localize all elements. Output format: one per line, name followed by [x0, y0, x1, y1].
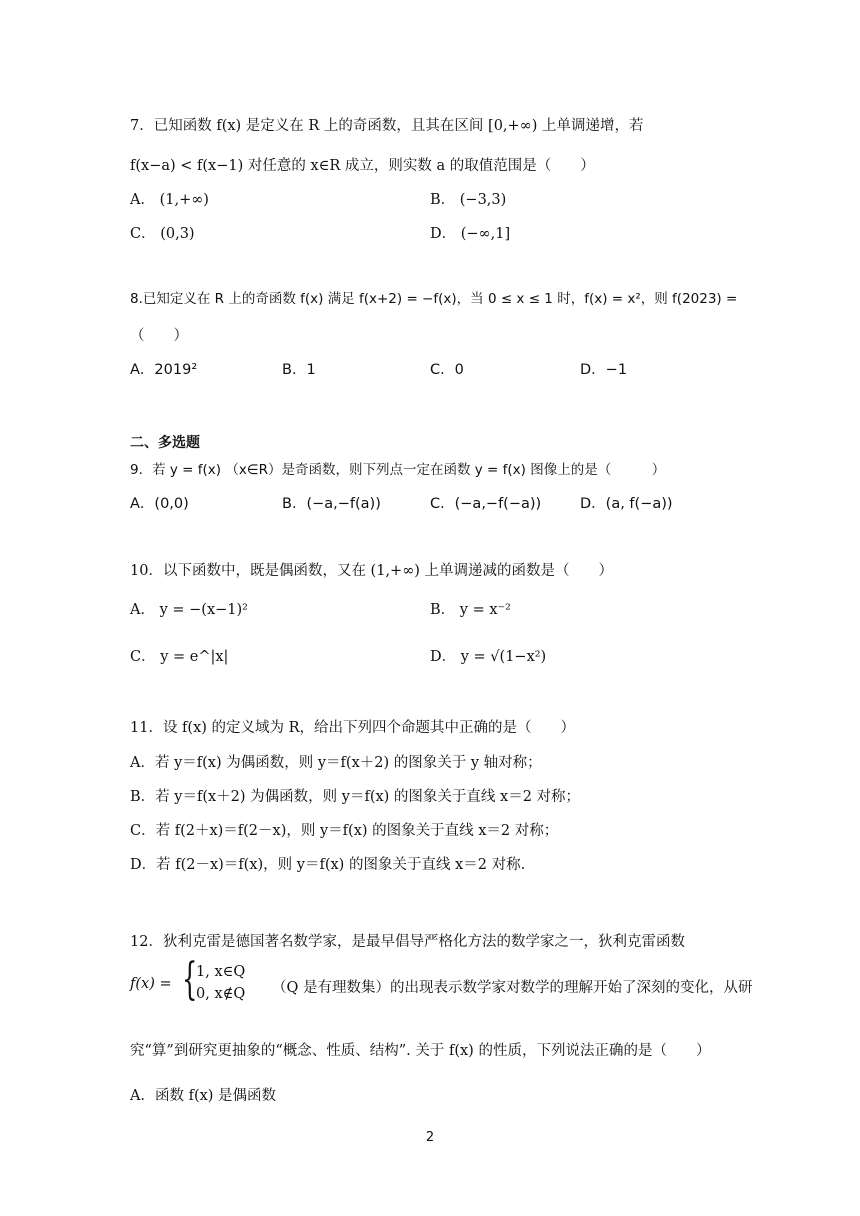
section-heading-multiple-choice: 二、多选题 — [130, 435, 200, 451]
q7-option-b: B． (−3,3) — [430, 192, 507, 208]
q9-option-d: D．(a, f(−a)) — [580, 496, 673, 512]
q9-option-a: A．(0,0) — [130, 496, 189, 512]
q9-option-c: C．(−a,−f(−a)) — [430, 496, 542, 512]
q11-option-a: A．若 y＝f(x) 为偶函数，则 y＝f(x＋2) 的图象关于 y 轴对称； — [130, 755, 542, 771]
piecewise-case-1: 1, x∈Q — [196, 964, 246, 980]
q12-stem-line2-rest: （Q 是有理数集）的出现表示数学家对数学的理解开始了深刻的变化，从研 — [272, 980, 753, 996]
q7-stem-line2: f(x−a) < f(x−1) 对任意的 x∈R 成立，则实数 a 的取值范围是（ ） — [130, 158, 595, 174]
piecewise-brace: { — [182, 954, 198, 1005]
q7-option-d: D． (−∞,1] — [430, 226, 511, 242]
q8-option-a: A．2019² — [130, 362, 198, 378]
q8-option-c: C．0 — [430, 362, 464, 378]
q8-stem-line2: （ ） — [130, 328, 188, 344]
q7-option-a: A． (1,+∞) — [130, 192, 209, 208]
q8-option-d: D．−1 — [580, 362, 628, 378]
q9-option-b: B．(−a,−f(a)) — [282, 496, 381, 512]
function-label: f(x) = — [130, 976, 172, 992]
q10-option-d: D． y = √(1−x²) — [430, 649, 547, 665]
q11-option-b: B．若 y＝f(x＋2) 为偶函数，则 y＝f(x) 的图象关于直线 x＝2 对称； — [130, 789, 581, 805]
q9-stem: 9．若 y = f(x) （x∈R）是奇函数，则下列点一定在函数 y = f(x) 图像上的是（ ） — [130, 462, 666, 478]
q8-stem-line1: 8.已知定义在 R 上的奇函数 f(x) 满足 f(x+2) = −f(x)，当 0 ≤ x ≤ 1 时，f(x) = x²，则 f(2023) = — [130, 291, 738, 307]
page-number: 2 — [425, 1130, 435, 1145]
q10-option-c: C． y = e^|x| — [130, 649, 229, 665]
q7-option-c: C． (0,3) — [130, 226, 195, 242]
q12-stem-line1: 12．狄利克雷是德国著名数学家，是最早倡导严格化方法的数学家之一，狄利克雷函数 — [130, 934, 685, 950]
q10-option-a: A． y = −(x−1)² — [130, 602, 248, 618]
q8-option-b: B．1 — [282, 362, 316, 378]
q11-option-d: D．若 f(2－x)＝f(x)，则 y＝f(x) 的图象关于直线 x＝2 对称. — [130, 857, 526, 873]
q12-stem-line3: 究“算”到研究更抽象的“概念、性质、结构”. 关于 f(x) 的性质，下列说法正确的是（ ） — [130, 1043, 711, 1059]
q7-stem-line1: 7．已知函数 f(x) 是定义在 R 上的奇函数，且其在区间 [0,+∞) 上单调递增，若 — [130, 118, 644, 134]
q12-option-a: A．函数 f(x) 是偶函数 — [130, 1088, 277, 1104]
q11-option-c: C．若 f(2＋x)＝f(2－x)，则 y＝f(x) 的图象关于直线 x＝2 对称； — [130, 823, 559, 839]
q11-stem: 11．设 f(x) 的定义域为 R，给出下列四个命题其中正确的是（ ） — [130, 720, 576, 736]
q10-stem: 10．以下函数中，既是偶函数，又在 (1,+∞) 上单调递减的函数是（ ） — [130, 563, 614, 579]
piecewise-case-2: 0, x∉Q — [196, 986, 246, 1002]
q10-option-b: B． y = x⁻² — [430, 602, 511, 618]
